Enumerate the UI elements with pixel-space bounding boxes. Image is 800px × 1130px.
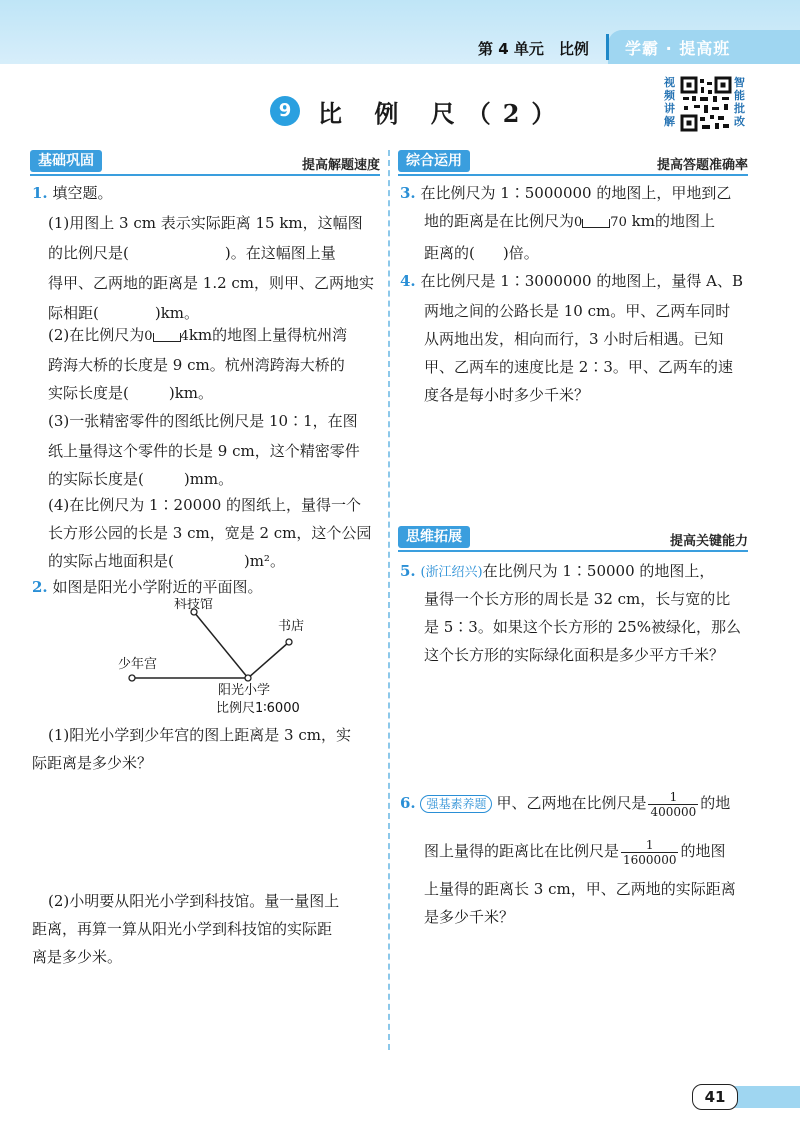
section-basic-subtitle: 提高解题速度 xyxy=(301,158,380,173)
q6-tag: 强基素养题 xyxy=(420,795,492,813)
q1-line: 纸上量得这个零件的长是 9 cm，这个精密零件 xyxy=(48,442,360,460)
q3-text: 的地图上 xyxy=(654,212,715,230)
q1-heading xyxy=(32,178,112,208)
q1-line: (1)用图上 3 cm 表示实际距离 15 km，这幅图 xyxy=(48,214,363,232)
fraction-numerator: 1 xyxy=(621,838,678,853)
q6-text: 的地图 xyxy=(680,842,726,860)
q3-text: 距离的( xyxy=(424,244,475,262)
q3-text: )倍。 xyxy=(502,244,539,262)
column-divider xyxy=(388,150,390,1050)
label-bookstore: 书店 xyxy=(278,619,305,634)
q6-line xyxy=(400,786,730,820)
q1-line xyxy=(48,320,347,352)
q1-line: 长方形公园的长是 3 cm，宽是 2 cm，这个公园 xyxy=(48,524,372,542)
q1-line: (3)一张精密零件的图纸比例尺是 10∶1，在图 xyxy=(48,412,358,430)
q6-text: 甲、乙两地在比例尺是 xyxy=(496,794,647,812)
q1-number: 1. xyxy=(32,184,48,202)
section-comprehensive-subtitle: 提高答题准确率 xyxy=(656,158,748,173)
q1-text: )km。 xyxy=(168,384,214,402)
qr-left-caption: 视频讲解 xyxy=(664,76,675,128)
scale-bar xyxy=(582,219,610,228)
q2-line: (1)阳光小学到少年宫的图上距离是 3 cm，实 xyxy=(48,726,351,744)
q2-intro: 如图是阳光小学附近的平面图。 xyxy=(52,578,263,596)
section-basic-tag: 基础巩固 xyxy=(30,150,102,172)
qr-right-caption: 智能批改 xyxy=(734,76,745,128)
scale-start: 0 xyxy=(144,329,153,344)
scale-bar xyxy=(153,333,181,342)
q4-text: 在比例尺是 1∶3000000 的地图上，量得 A、B xyxy=(420,272,743,290)
q6-line: 上量得的距离长 3 cm，甲、乙两地的实际距离 xyxy=(424,880,736,898)
q5-line: 量得一个长方形的周长是 32 cm，长与宽的比 xyxy=(424,590,731,608)
q3-text: 地的距离是在比例尺为 xyxy=(424,212,575,230)
q1-text: 实际长度是( xyxy=(48,384,129,402)
q5-number: 5. xyxy=(400,562,416,580)
q1-text: 的比例尺是( xyxy=(48,244,129,262)
lesson-number-badge: 9 xyxy=(270,96,300,126)
scale-unit: km xyxy=(631,212,655,230)
road-to-bookstore xyxy=(248,642,289,678)
q4-line: 度各是每小时多少千米？ xyxy=(424,386,590,404)
school-point xyxy=(245,675,251,681)
q4-line: 两地之间的公路长是 10 cm。甲、乙两车同时 xyxy=(424,302,731,320)
q6-text: 图上量得的距离比在比例尺是 xyxy=(424,842,620,860)
label-youth-palace: 少年宫 xyxy=(118,657,158,672)
section-comprehensive xyxy=(398,150,748,176)
scale-end: 70 xyxy=(610,215,627,230)
q6-line xyxy=(424,834,725,868)
line-scale xyxy=(574,206,627,238)
q6-line: 是多少千米？ xyxy=(424,908,515,926)
fraction xyxy=(648,790,698,819)
q6-text: 的地 xyxy=(700,794,731,812)
section-thinking-line xyxy=(398,550,748,552)
q1-line: 跨海大桥的长度是 9 cm。杭州湾跨海大桥的 xyxy=(48,356,345,374)
q3-line xyxy=(400,178,731,208)
q1-text: 的实际占地面积是( xyxy=(48,552,174,570)
section-basic xyxy=(30,150,380,176)
q3-text: 在比例尺为 1∶5000000 的地图上，甲地到乙 xyxy=(420,184,732,202)
unit-title: 第 4 单元 比例 xyxy=(478,40,589,58)
q2-line: 际距离是多少米？ xyxy=(32,754,153,772)
page-number: 41 xyxy=(692,1084,738,1110)
scale-start: 0 xyxy=(574,215,583,230)
q3-number: 3. xyxy=(400,184,416,202)
qr-code-icon[interactable] xyxy=(680,76,732,132)
q1-text: (2)在比例尺为 xyxy=(48,326,145,344)
q1-line xyxy=(48,238,336,268)
q1-text: 的地图上量得杭州湾 xyxy=(212,326,348,344)
section-comprehensive-tag: 综合运用 xyxy=(398,150,470,172)
q5-line: 是 5∶3。如果这个长方形的 25%被绿化，那么 xyxy=(424,618,741,636)
q4-line: 从两地出发，相向而行，3 小时后相遇。已知 xyxy=(424,330,724,348)
bookstore-point xyxy=(286,639,292,645)
q2-line: 离是多少米。 xyxy=(32,948,123,966)
q2-number: 2. xyxy=(32,578,48,596)
q1-text: )m²。 xyxy=(243,552,285,570)
line-scale xyxy=(144,320,189,352)
page-number-bar xyxy=(734,1086,800,1108)
map-scale-label: 比例尺1∶6000 xyxy=(216,701,300,716)
q1-intro: 填空题。 xyxy=(52,184,113,202)
section-thinking-subtitle: 提高关键能力 xyxy=(669,534,748,549)
q5-source-tag: (浙江绍兴) xyxy=(420,565,483,580)
q1-text: )mm。 xyxy=(183,470,234,488)
q1-line xyxy=(48,378,213,408)
q3-line xyxy=(424,206,715,238)
label-school: 阳光小学 xyxy=(218,683,271,698)
section-thinking xyxy=(398,526,748,552)
school-map xyxy=(110,598,340,718)
q1-text: )km。 xyxy=(154,304,200,322)
youth-palace-point xyxy=(129,675,135,681)
lesson-title: 比 例 尺（2） xyxy=(318,99,568,128)
fraction-denominator: 1600000 xyxy=(623,852,677,867)
q5-line: 这个长方形的实际绿化面积是多少平方千米？ xyxy=(424,646,725,664)
fraction xyxy=(621,838,678,867)
q4-number: 4. xyxy=(400,272,416,290)
section-thinking-tag: 思维拓展 xyxy=(398,526,470,548)
section-comprehensive-line xyxy=(398,174,748,176)
fraction-numerator: 1 xyxy=(648,790,698,805)
q6-number: 6. xyxy=(400,794,416,812)
header-divider xyxy=(606,34,609,60)
q1-line: 得甲、乙两地的距离是 1.2 cm，则甲、乙两地实 xyxy=(48,274,375,292)
q2-line: (2)小明要从阳光小学到科技馆。量一量图上 xyxy=(48,892,340,910)
q5-text: 在比例尺为 1∶50000 的地图上， xyxy=(482,562,715,580)
q1-text: 的实际长度是( xyxy=(48,470,144,488)
section-basic-line xyxy=(30,174,380,176)
q1-text: 际相距( xyxy=(48,304,99,322)
q3-line xyxy=(424,238,539,268)
q2-line: 距离，再算一算从阳光小学到科技馆的实际距 xyxy=(32,920,333,938)
q1-line: (4)在比例尺为 1∶20000 的图纸上，量得一个 xyxy=(48,496,362,514)
q4-line: 甲、乙两车的速度比是 2∶3。甲、乙两车的速 xyxy=(424,358,733,376)
q4-line xyxy=(400,266,743,296)
scale-end: 4 xyxy=(180,329,189,344)
road-to-tech xyxy=(194,612,248,678)
brand-name: 学霸 · 提高班 xyxy=(625,39,731,58)
fraction-denominator: 400000 xyxy=(650,804,697,819)
q1-text: )。在这幅图上量 xyxy=(224,244,336,262)
label-tech-museum: 科技馆 xyxy=(174,598,214,612)
scale-unit: km xyxy=(188,326,213,344)
